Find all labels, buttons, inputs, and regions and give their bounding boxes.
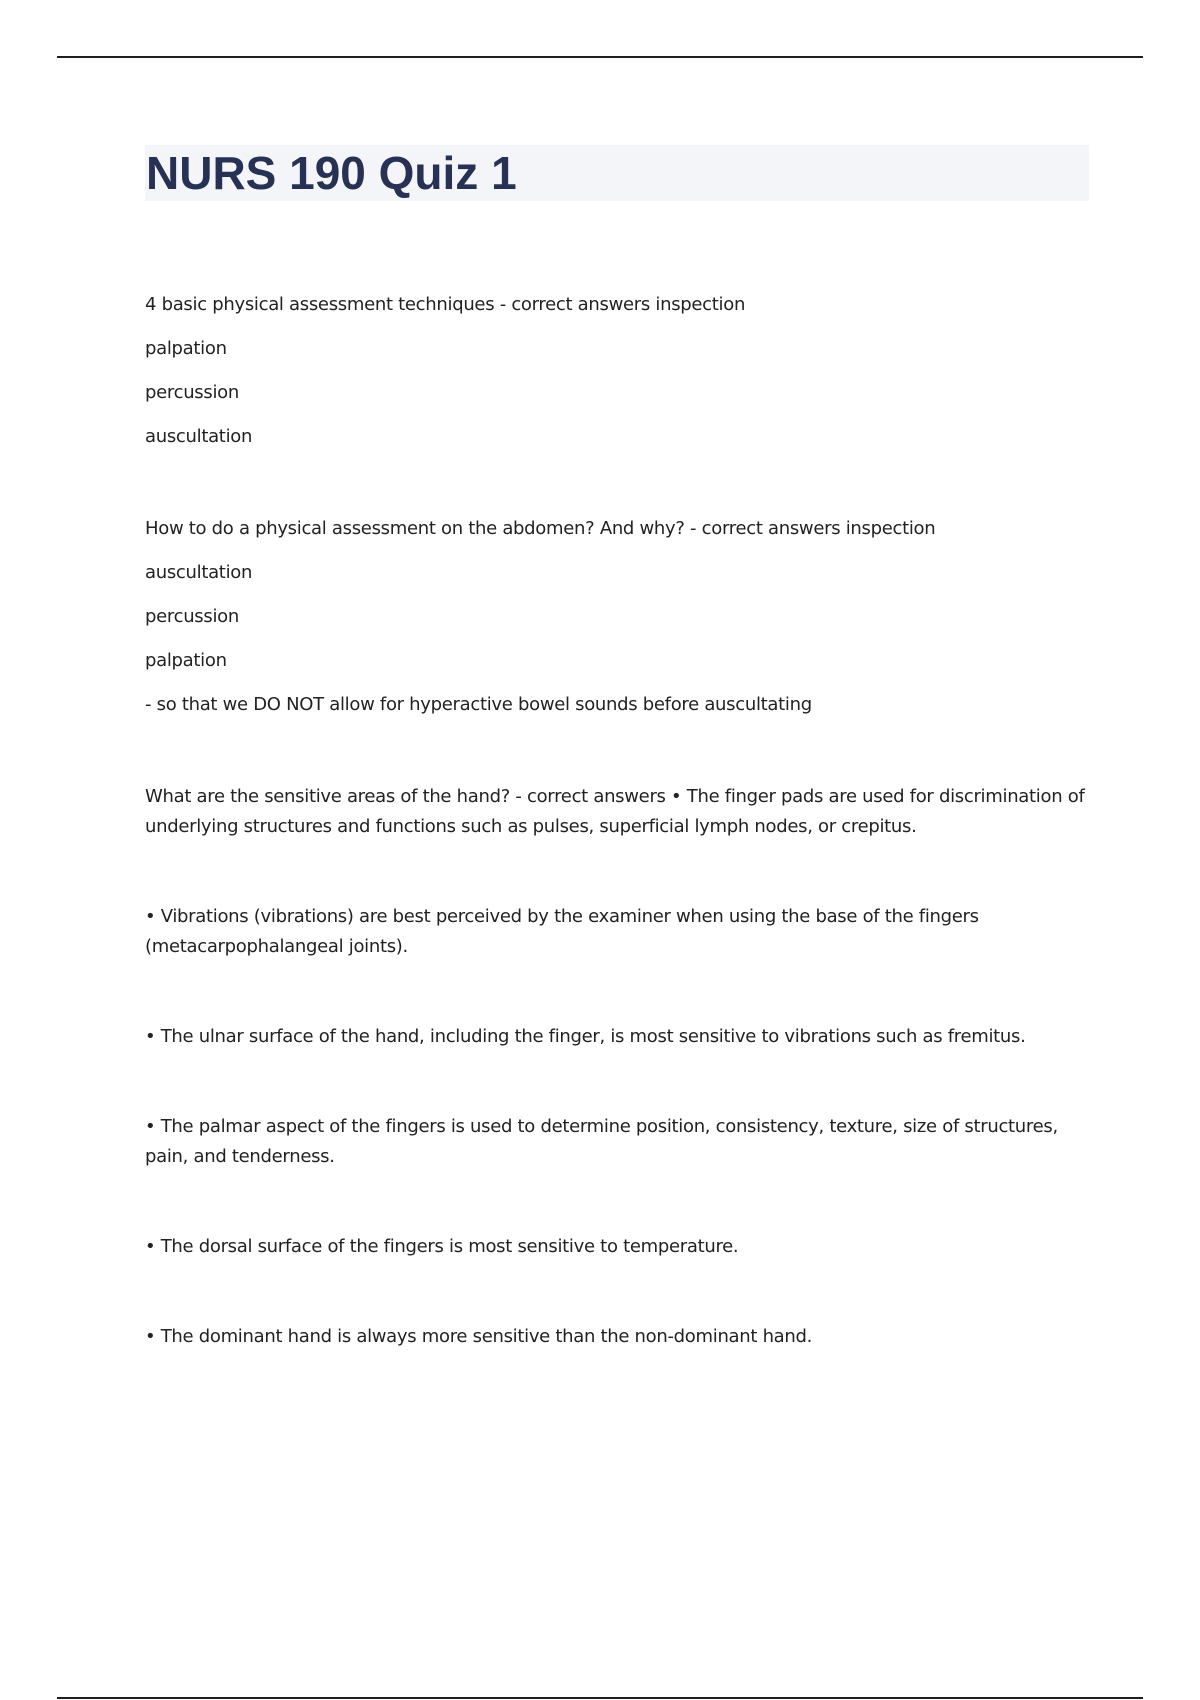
q3-question: What are the sensitive areas of the hand? - correct answers • The finger pads are used for discrimination of underlying structures and functions such as pulses, superficial lymph nodes, or crepitus. — [145, 786, 1085, 837]
q1-answer: auscultation — [145, 426, 253, 447]
q3-bullet: • The palmar aspect of the fingers is used to determine position, consistency, texture, size of structures, pain, and tenderness. — [145, 1116, 1058, 1167]
q2-answer: auscultation — [145, 562, 253, 583]
q3-bullet: • Vibrations (vibrations) are best perceived by the examiner when using the base of the fingers (metacarpophalangeal joints). — [145, 906, 979, 957]
q2-answer: percussion — [145, 606, 239, 627]
q2-note: - so that we DO NOT allow for hyperactive bowel sounds before auscultating — [145, 694, 812, 715]
page-title: NURS 190 Quiz 1 — [146, 147, 517, 199]
q3-bullet: • The dominant hand is always more sensitive than the non-dominant hand. — [145, 1326, 813, 1347]
top-divider — [57, 56, 1143, 58]
q1-answer: palpation — [145, 338, 227, 359]
bottom-divider — [57, 1697, 1143, 1699]
q2-question: How to do a physical assessment on the abdomen? And why? - correct answers inspection — [145, 518, 936, 539]
document-body — [145, 290, 1095, 1352]
q2-answer: palpation — [145, 650, 227, 671]
q1-answer: percussion — [145, 382, 239, 403]
q3-bullet: • The dorsal surface of the fingers is most sensitive to temperature. — [145, 1236, 739, 1257]
q1-question: 4 basic physical assessment techniques - correct answers inspection — [145, 294, 746, 315]
q3-bullet: • The ulnar surface of the hand, including the finger, is most sensitive to vibrations such as fremitus. — [145, 1026, 1026, 1047]
